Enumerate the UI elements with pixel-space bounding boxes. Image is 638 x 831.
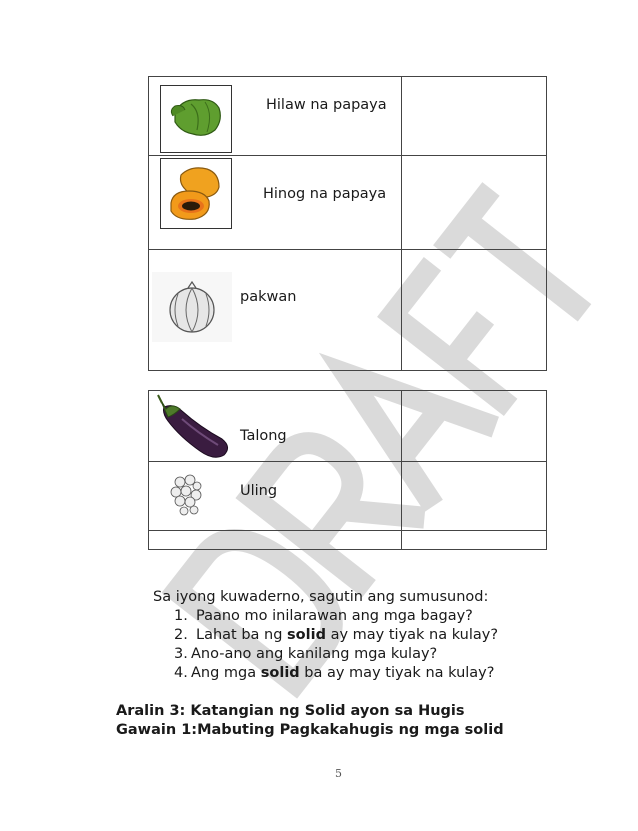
question-3: Ano-ano ang kanilang mga kulay?	[191, 646, 438, 662]
question-4: Ang mga solid ba ay may tiyak na kulay?	[191, 665, 495, 681]
table-row-divider	[148, 530, 547, 531]
row-label-unripe-papaya: Hilaw na papaya	[266, 97, 387, 113]
activity-title: Gawain 1:Mabuting Pagkakahugis ng mga solid	[116, 722, 504, 738]
table-row-divider	[148, 155, 547, 156]
question-2: Lahat ba ng solid ay may tiyak na kulay?	[196, 627, 499, 643]
charcoal-image	[162, 470, 212, 524]
table-divider	[401, 390, 402, 550]
row-label-charcoal: Uling	[240, 483, 278, 499]
unripe-papaya-image	[160, 85, 232, 153]
eggplant-image	[152, 393, 232, 461]
question-4-number: 4.	[174, 665, 188, 681]
row-label-eggplant: Talong	[240, 428, 287, 444]
page-number: 5	[335, 767, 342, 780]
row-label-watermelon: pakwan	[240, 289, 297, 305]
question-3-number: 3.	[174, 646, 188, 662]
question-2-number: 2.	[174, 627, 188, 643]
watermelon-image	[152, 272, 232, 342]
table-row-divider	[148, 461, 547, 462]
table-row-divider	[148, 249, 547, 250]
question-1: Paano mo inilarawan ang mga bagay?	[196, 608, 473, 624]
question-1-number: 1.	[174, 608, 188, 624]
instructions-intro: Sa iyong kuwaderno, sagutin ang sumusunod:	[153, 589, 489, 605]
ripe-papaya-image	[160, 158, 232, 229]
lesson-title: Aralin 3: Katangian ng Solid ayon sa Hugis	[116, 703, 465, 719]
row-label-ripe-papaya: Hinog na papaya	[263, 186, 387, 202]
table-divider	[401, 76, 402, 371]
